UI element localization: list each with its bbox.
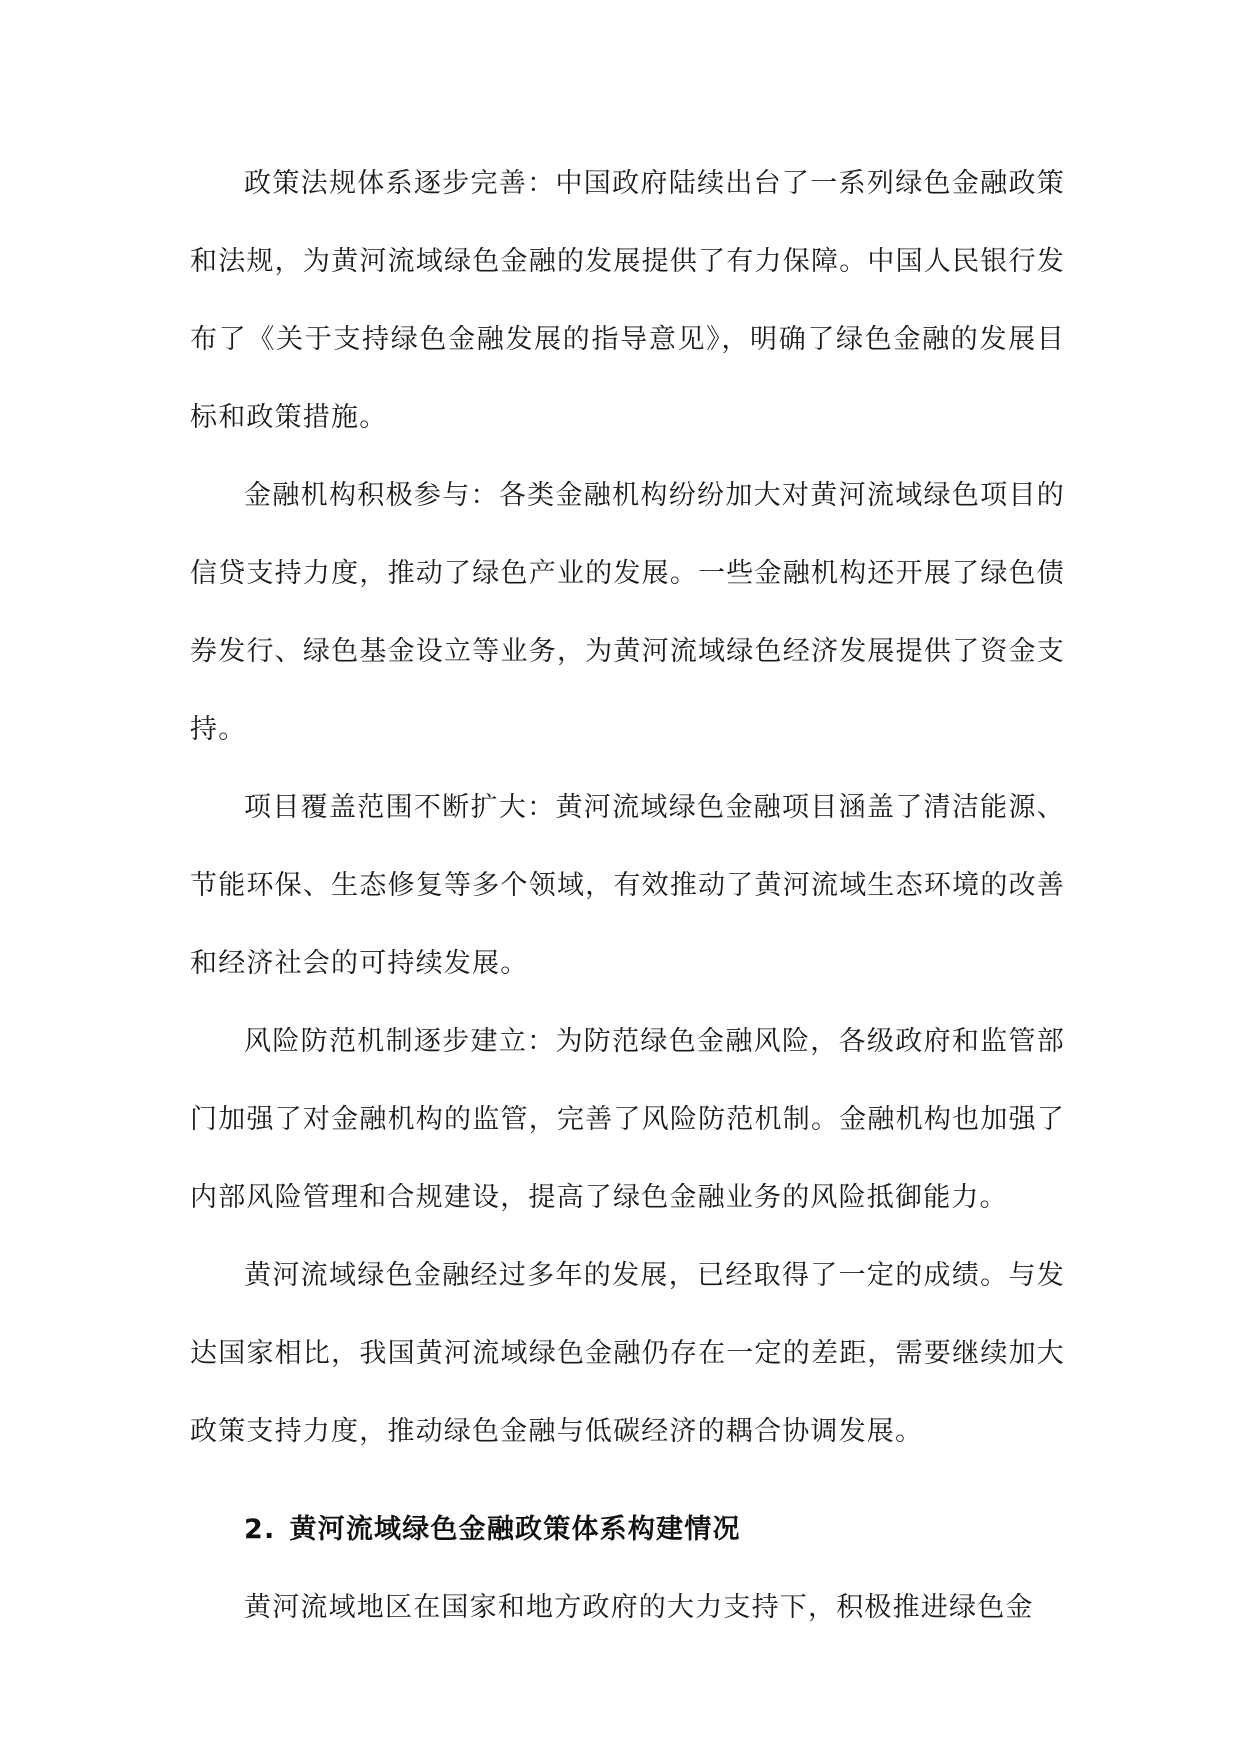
section-number: 2. xyxy=(244,1514,276,1545)
section-heading xyxy=(190,1491,1065,1569)
paragraph-project-coverage: 项目覆盖范围不断扩大：黄河流域绿色金融项目涵盖了清洁能源、节能环保、生态修复等多个领域，有效推动了黄河流域生态环境的改善和经济社会的可持续发展。 xyxy=(190,792,1065,979)
paragraph-policy-regulations: 政策法规体系逐步完善：中国政府陆续出台了一系列绿色金融政策和法规，为黄河流域绿色金融的发展提供了有力保障。中国人民银行发布了《关于支持绿色金融发展的指导意见》，明确了绿色金融的发展目标和政策措施。 xyxy=(190,168,1065,433)
paragraph-section-intro: 黄河流域地区在国家和地方政府的大力支持下，积极推进绿色金 xyxy=(244,1592,1034,1623)
paragraph-risk-prevention: 风险防范机制逐步建立：为防范绿色金融风险，各级政府和监管部门加强了对金融机构的监管，完善了风险防范机制。金融机构也加强了内部风险管理和合规建设，提高了绿色金融业务的风险抵御能力。 xyxy=(190,1026,1065,1213)
section-title: 黄河流域绿色金融政策体系构建情况 xyxy=(289,1514,741,1545)
document-body xyxy=(190,145,1065,1647)
paragraph-financial-institutions: 金融机构积极参与：各类金融机构纷纷加大对黄河流域绿色项目的信贷支持力度，推动了绿色产业的发展。一些金融机构还开展了绿色债券发行、绿色基金设立等业务，为黄河流域绿色经济发展提供了资金支持。 xyxy=(190,480,1065,745)
paragraph-summary: 黄河流域绿色金融经过多年的发展，已经取得了一定的成绩。与发达国家相比，我国黄河流域绿色金融仍存在一定的差距，需要继续加大政策支持力度，推动绿色金融与低碳经济的耦合协调发展。 xyxy=(190,1260,1065,1447)
